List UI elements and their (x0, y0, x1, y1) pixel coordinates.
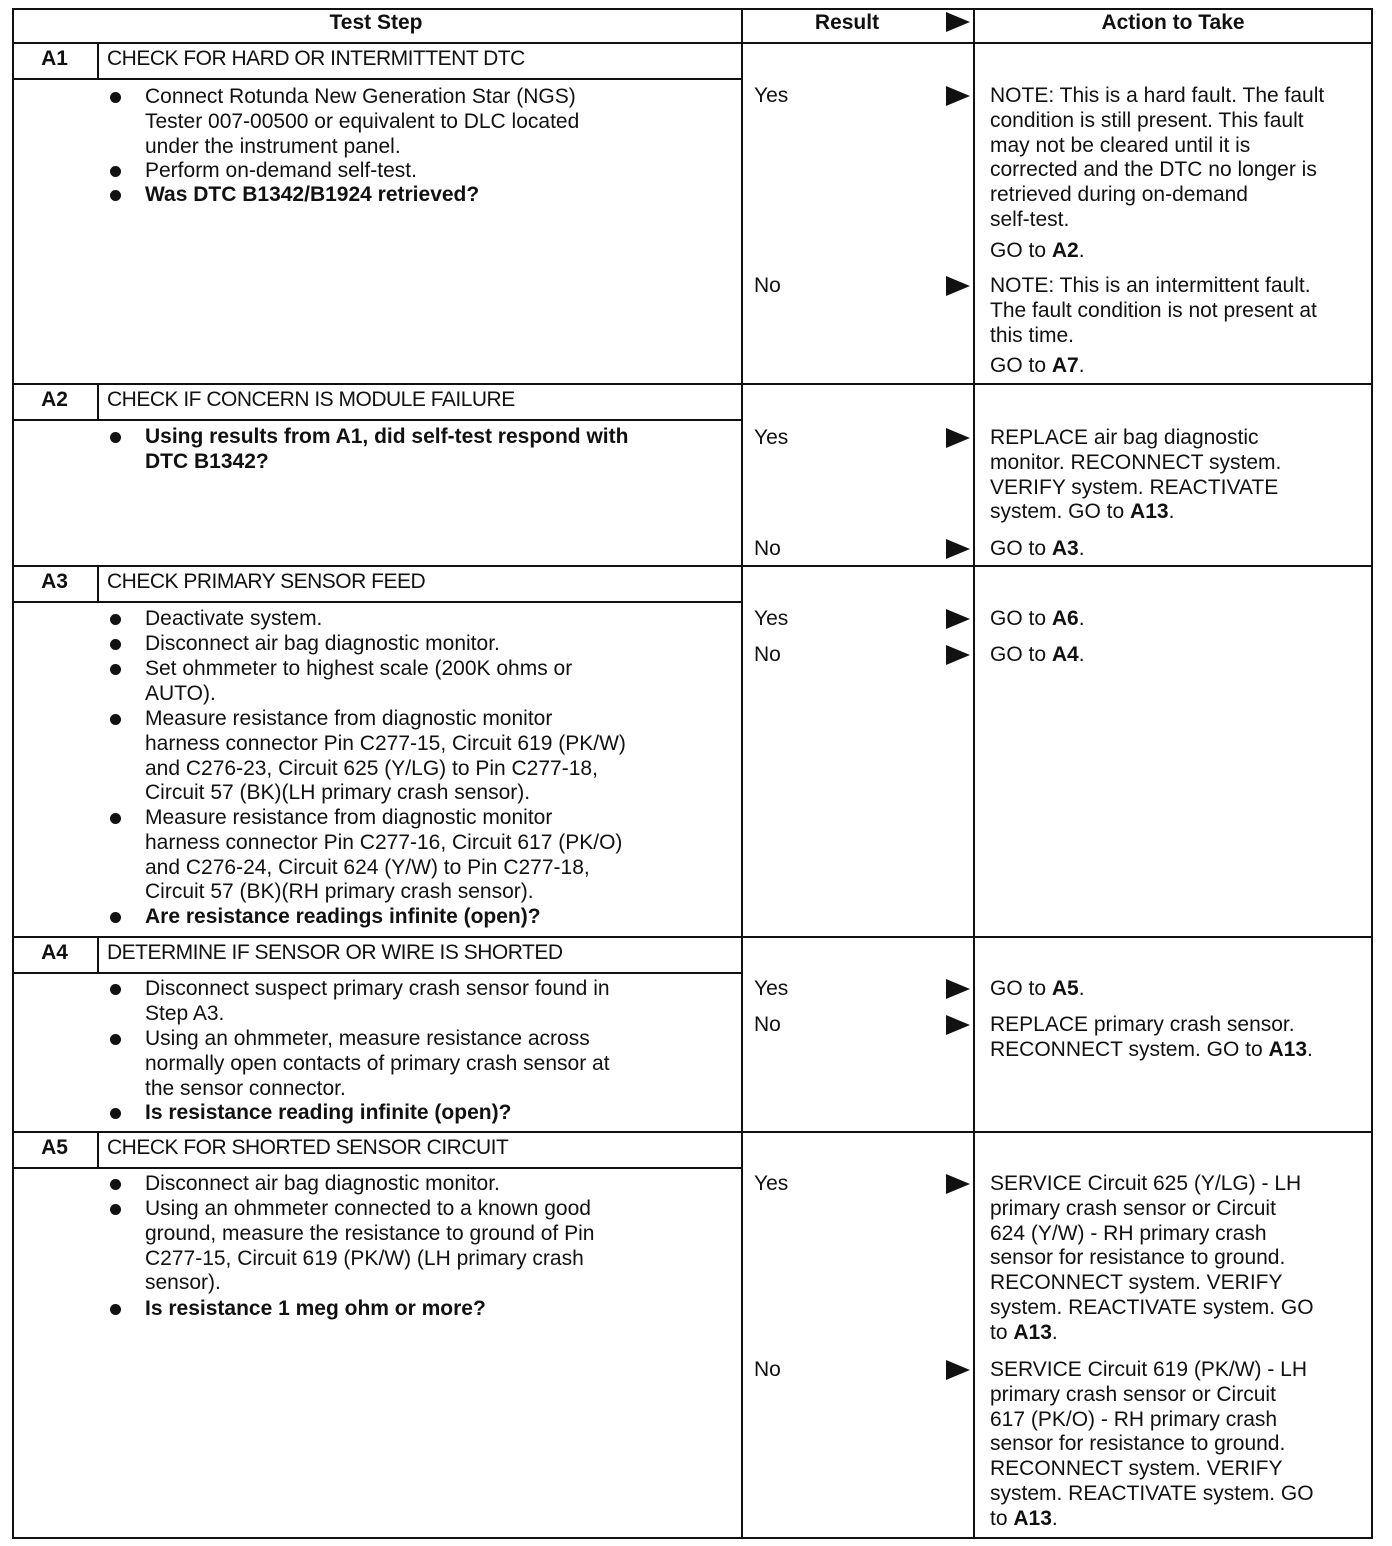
action-text (990, 1013, 1313, 1063)
step-id-rule (97, 936, 99, 974)
bullet-text: Using an ohmmeter, measure resistance across normally open contacts of primary crash sensor at the sensor connector. (145, 1027, 610, 1100)
bullet-text: Perform on-demand self-test. (145, 159, 417, 182)
arrow-icon (946, 1360, 970, 1380)
title-row-rule (12, 601, 741, 603)
step-ref: A6 (1051, 607, 1079, 630)
result-no: No (754, 1013, 781, 1036)
step-ref: A3 (1051, 537, 1079, 560)
bullet-icon (110, 1108, 121, 1119)
action-segment: sensor for resistance to ground. (990, 1432, 1286, 1456)
action-line (990, 1172, 1314, 1197)
step-ref: A13 (1268, 1037, 1308, 1061)
bullet-text: Measure resistance from diagnostic monitor harness connector Pin C277-16, Circuit 617 (PK/O) and C276-24, Circuit 624 (Y/W) to Pin C277-18, Circuit 57 (BK)(RH primary crash sensor). (145, 806, 623, 904)
action-line (990, 1271, 1314, 1296)
action-segment: 624 (Y/W) - RH primary crash (990, 1221, 1267, 1245)
action-segment: . (1051, 1506, 1058, 1530)
table-left-rule (12, 8, 14, 1539)
action-segment: corrected and the DTC no longer is (990, 158, 1317, 182)
action-line (990, 134, 1324, 159)
bullet-text: Deactivate system. (145, 607, 323, 630)
action-text (990, 84, 1324, 264)
action-segment: sensor for resistance to ground. (990, 1246, 1286, 1270)
action-segment: . (1078, 643, 1085, 666)
action-line (990, 183, 1324, 208)
title-row-rule (12, 78, 741, 80)
action-segment: . (1078, 354, 1085, 378)
step-id-rule (97, 383, 99, 421)
action-segment: retrieved during on-demand (990, 183, 1248, 207)
action-line (990, 500, 1281, 525)
action-column-rule (973, 8, 975, 1539)
arrow-icon (946, 428, 970, 448)
action-segment: GO to (990, 977, 1052, 1000)
action-line (990, 324, 1317, 349)
action-line (990, 84, 1324, 109)
action-line (990, 299, 1317, 324)
bullet-icon (110, 166, 121, 177)
action-line (990, 1457, 1314, 1482)
title-row-rule (12, 1167, 741, 1169)
step-id-rule (97, 1131, 99, 1169)
title-row-rule (12, 419, 741, 421)
result-yes: Yes (754, 977, 789, 1000)
arrow-icon (946, 979, 970, 999)
bullet-icon (110, 714, 121, 725)
bullet-icon (110, 1204, 121, 1215)
action-line (990, 476, 1281, 501)
action-text (990, 426, 1281, 525)
step-title: CHECK IF CONCERN IS MODULE FAILURE (107, 388, 515, 411)
action-segment: GO to (990, 537, 1052, 560)
result-no: No (754, 1358, 781, 1381)
action-line (990, 1222, 1314, 1247)
action-line (990, 208, 1324, 233)
action-line (990, 1013, 1313, 1038)
result-column-rule (741, 8, 743, 1539)
action-line (990, 1296, 1314, 1321)
action-segment: condition is still present. This fault (990, 108, 1304, 132)
bullet-text: Disconnect suspect primary crash sensor found in Step A3. (145, 977, 610, 1025)
bullet-text: Was DTC B1342/B1924 retrieved? (145, 183, 480, 206)
action-segment: RECONNECT system. VERIFY (990, 1457, 1283, 1481)
section-rule (12, 936, 1372, 938)
step-id: A5 (41, 1136, 68, 1159)
step-ref: A13 (1013, 1506, 1052, 1530)
step-ref: A13 (1130, 500, 1169, 524)
action-segment: this time. (990, 323, 1075, 347)
arrow-icon (946, 645, 970, 665)
result-yes: Yes (754, 84, 789, 107)
step-ref: A5 (1051, 977, 1079, 1000)
action-line (990, 158, 1324, 183)
action-segment: REPLACE primary crash sensor. (990, 1013, 1295, 1036)
bullet-text: Connect Rotunda New Generation Star (NGS) Tester 007-00500 or equivalent to DLC located under the instrument panel. (145, 85, 580, 158)
bullet-icon (110, 664, 121, 675)
action-text (990, 274, 1317, 379)
bullet-icon (110, 1179, 121, 1190)
arrow-icon (946, 276, 970, 296)
step-title: DETERMINE IF SENSOR OR WIRE IS SHORTED (107, 941, 563, 964)
action-line (990, 1246, 1314, 1271)
action-segment: The fault condition is not present at (990, 298, 1317, 322)
action-segment: SERVICE Circuit 619 (PK/W) - LH (990, 1358, 1308, 1381)
step-title: CHECK FOR HARD OR INTERMITTENT DTC (107, 47, 525, 70)
action-line (990, 537, 1085, 562)
step-ref: A13 (1013, 1320, 1052, 1344)
step-id-rule (97, 42, 99, 80)
action-line (990, 1507, 1314, 1532)
step-title: CHECK PRIMARY SENSOR FEED (107, 570, 426, 593)
action-segment: monitor. RECONNECT system. (990, 450, 1282, 474)
action-segment: to (990, 1506, 1014, 1530)
action-line (990, 1482, 1314, 1507)
result-yes: Yes (754, 1172, 789, 1195)
result-no: No (754, 274, 781, 297)
bullet-icon (110, 190, 121, 201)
action-segment: NOTE: This is an intermittent fault. (990, 274, 1311, 297)
action-line (990, 607, 1085, 632)
bullet-text: Is resistance reading infinite (open)? (145, 1101, 512, 1124)
action-segment: SERVICE Circuit 625 (Y/LG) - LH (990, 1172, 1302, 1195)
header-arrow-icon (946, 12, 970, 32)
bullet-text: Are resistance readings infinite (open)? (145, 905, 541, 928)
action-segment: VERIFY system. REACTIVATE (990, 475, 1279, 499)
bullet-icon (110, 92, 121, 103)
result-yes: Yes (754, 607, 789, 630)
bullet-icon (110, 1304, 121, 1315)
action-segment: GO to (990, 607, 1052, 630)
bullet-icon (110, 984, 121, 995)
section-rule (12, 383, 1372, 385)
bullet-icon (110, 912, 121, 923)
action-line (990, 109, 1324, 134)
bullet-text: Set ohmmeter to highest scale (200K ohms or AUTO). (145, 657, 573, 705)
step-ref: A2 (1051, 238, 1079, 262)
arrow-icon (946, 86, 970, 106)
action-segment: primary crash sensor or Circuit (990, 1196, 1276, 1220)
action-segment: NOTE: This is a hard fault. The fault (990, 84, 1325, 107)
action-text (990, 643, 1085, 668)
step-id: A1 (41, 47, 68, 70)
action-text (990, 537, 1085, 562)
bullet-icon (110, 813, 121, 824)
step-ref: A4 (1051, 643, 1079, 666)
step-title: CHECK FOR SHORTED SENSOR CIRCUIT (107, 1136, 509, 1159)
action-line (990, 643, 1085, 668)
action-segment: . (1078, 977, 1085, 1000)
title-row-rule (12, 972, 741, 974)
action-segment: REPLACE air bag diagnostic (990, 426, 1259, 449)
action-segment: GO to (990, 238, 1052, 262)
result-no: No (754, 537, 781, 560)
table-bottom-rule (12, 1537, 1372, 1539)
table-top-rule (12, 8, 1372, 10)
action-line (990, 239, 1324, 264)
header-result: Result (814, 11, 880, 34)
bullet-text: Using results from A1, did self-test respond with DTC B1342? (145, 425, 629, 473)
action-text (990, 1358, 1314, 1532)
action-text (990, 607, 1085, 632)
action-text (990, 1172, 1314, 1346)
action-line (990, 274, 1317, 299)
action-segment: RECONNECT system. VERIFY (990, 1271, 1283, 1295)
result-no: No (754, 643, 781, 666)
action-line (990, 977, 1085, 1002)
step-id: A2 (41, 388, 68, 411)
action-line (990, 451, 1281, 476)
bullet-icon (110, 614, 121, 625)
action-line (990, 1038, 1313, 1063)
action-line (990, 1432, 1314, 1457)
section-rule (12, 42, 1372, 44)
action-line (990, 1408, 1314, 1433)
bullet-text: Measure resistance from diagnostic monitor harness connector Pin C277-15, Circuit 619 (PK/W) and C276-23, Circuit 625 (Y/LG) to Pin C277-18, Circuit 57 (BK)(LH primary crash sensor). (145, 707, 626, 805)
action-segment: primary crash sensor or Circuit (990, 1382, 1276, 1406)
bullet-text: Disconnect air bag diagnostic monitor. (145, 632, 500, 655)
bullet-icon (110, 1034, 121, 1045)
action-segment: 617 (PK/O) - RH primary crash (990, 1407, 1278, 1431)
action-segment: self-test. (990, 207, 1070, 231)
action-segment: . (1307, 1037, 1313, 1061)
section-rule (12, 565, 1372, 567)
action-segment: . (1168, 500, 1175, 524)
result-yes: Yes (754, 426, 789, 449)
step-id: A3 (41, 570, 68, 593)
action-line (990, 1358, 1314, 1383)
header-test-step: Test Step (329, 11, 423, 34)
action-segment: system. REACTIVATE system. GO (990, 1295, 1314, 1319)
action-line (990, 1321, 1314, 1346)
arrow-icon (946, 539, 970, 559)
action-segment: system. REACTIVATE system. GO (990, 1481, 1314, 1505)
action-segment: RECONNECT system. GO to (990, 1037, 1269, 1061)
action-line (990, 1197, 1314, 1222)
section-rule (12, 1131, 1372, 1133)
action-segment: system. GO to (990, 500, 1131, 524)
arrow-icon (946, 609, 970, 629)
action-segment: . (1051, 1320, 1058, 1344)
action-line (990, 354, 1317, 379)
bullet-text: Using an ohmmeter connected to a known good ground, measure the resistance to ground of Pin C277-15, Circuit 619 (PK/W) (LH primary crash sensor). (145, 1197, 595, 1295)
arrow-icon (946, 1174, 970, 1194)
action-segment: . (1078, 238, 1085, 262)
step-id-rule (97, 565, 99, 603)
action-segment: GO to (990, 354, 1052, 378)
action-segment: . (1078, 607, 1085, 630)
action-segment: . (1078, 537, 1085, 560)
action-text (990, 977, 1085, 1002)
action-line (990, 1383, 1314, 1408)
bullet-text: Disconnect air bag diagnostic monitor. (145, 1172, 500, 1195)
action-line (990, 426, 1281, 451)
table-right-rule (1371, 8, 1373, 1539)
step-id: A4 (41, 941, 68, 964)
bullet-icon (110, 639, 121, 650)
header-action: Action to Take (1101, 11, 1245, 34)
action-segment: may not be cleared until it is (990, 133, 1251, 157)
bullet-text: Is resistance 1 meg ohm or more? (145, 1297, 486, 1320)
action-segment: to (990, 1320, 1014, 1344)
action-segment: GO to (990, 643, 1052, 666)
step-ref: A7 (1051, 354, 1079, 378)
bullet-icon (110, 432, 121, 443)
arrow-icon (946, 1015, 970, 1035)
